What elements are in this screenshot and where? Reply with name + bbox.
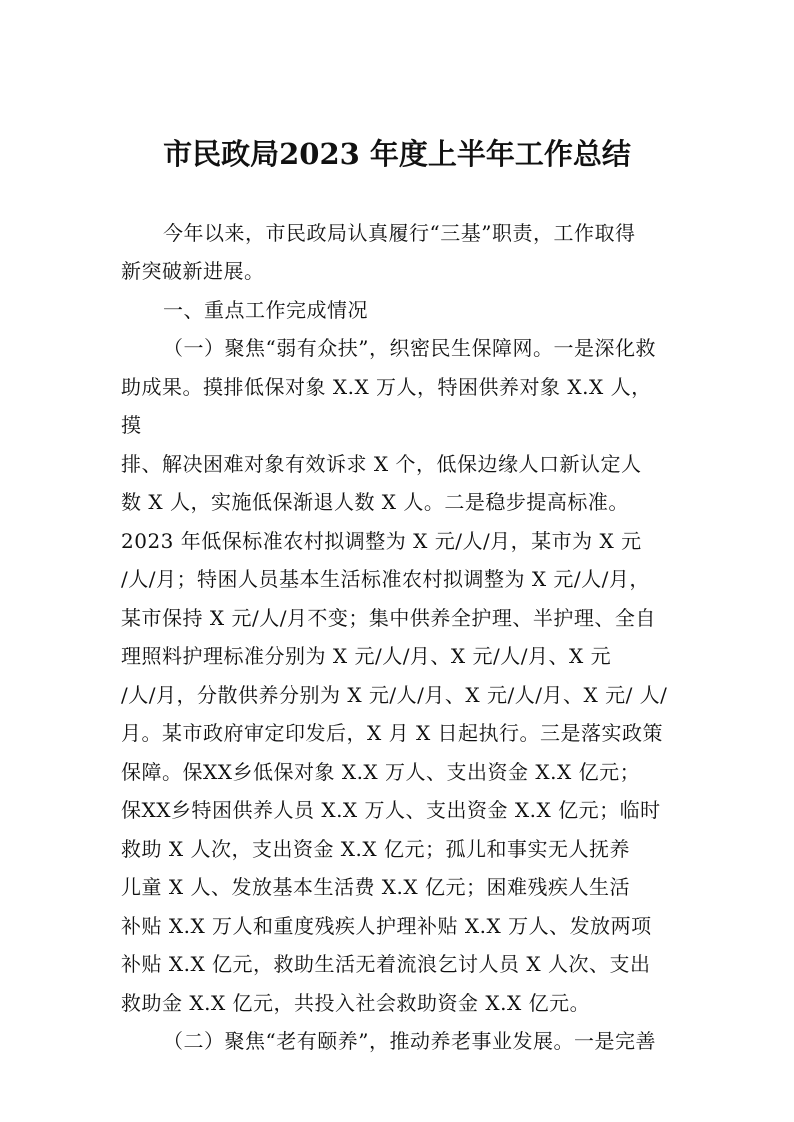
body-line: 救助 X 人次，支出资金 X.X 亿元；孤儿和事实无人抚养	[121, 837, 631, 861]
body-line: 排、解决困难对象有效诉求 X 个，低保边缘人口新认定人	[121, 452, 642, 476]
body-line: 2023 年低保标准农村拟调整为 X 元/人/月，某市为 X 元	[121, 529, 642, 553]
body-line: 补贴 X.X 亿元，救助生活无着流浪乞讨人员 X 人次、支出	[121, 952, 651, 976]
document-title: 市民政局2023 年度上半年工作总结	[163, 137, 631, 171]
subsection-heading: （二）聚焦“老有颐养”，推动养老事业发展。一是完善	[163, 1029, 656, 1053]
body-line: 摸	[121, 413, 142, 437]
section-heading: 一、重点工作完成情况	[163, 298, 368, 322]
body-line: 救助金 X.X 亿元，共投入社会救助资金 X.X 亿元。	[121, 991, 591, 1015]
body-line: 助成果。摸排低保对象 X.X 万人，特困供养对象 X.X 人，	[121, 375, 652, 399]
body-line: 某市保持 X 元/人/月不变；集中供养全护理、半护理、全自	[121, 606, 656, 630]
body-line: 数 X 人，实施低保渐退人数 X 人。二是稳步提高标准。	[121, 490, 629, 514]
body-line: 新突破新进展。	[121, 259, 265, 283]
body-line: 补贴 X.X 万人和重度残疾人护理补贴 X.X 万人、发放两项	[121, 914, 652, 938]
body-line: 保XX乡特困供养人员 X.X 万人、支出资金 X.X 亿元；临时	[121, 798, 661, 822]
subsection-heading: （一）聚焦“弱有众扶”，织密民生保障网。一是深化救	[163, 336, 656, 360]
body-line: /人/月；特困人员基本生活标准农村拟调整为 X 元/人/月，	[121, 567, 650, 591]
body-line: 月。某市政府审定印发后，X 月 X 日起执行。三是落实政策	[121, 721, 664, 745]
body-line: /人/月，分散供养分别为 X 元/人/月、X 元/人/月、X 元/ 人/	[121, 683, 668, 707]
body-line: 理照料护理标准分别为 X 元/人/月、X 元/人/月、X 元	[121, 644, 612, 668]
body-line: 今年以来，市民政局认真履行“三基”职责，工作取得	[163, 221, 636, 245]
body-line: 儿童 X 人、发放基本生活费 X.X 亿元；困难残疾人生活	[121, 875, 631, 899]
body-line: 保障。保XX乡低保对象 X.X 万人、支出资金 X.X 亿元；	[121, 760, 641, 784]
